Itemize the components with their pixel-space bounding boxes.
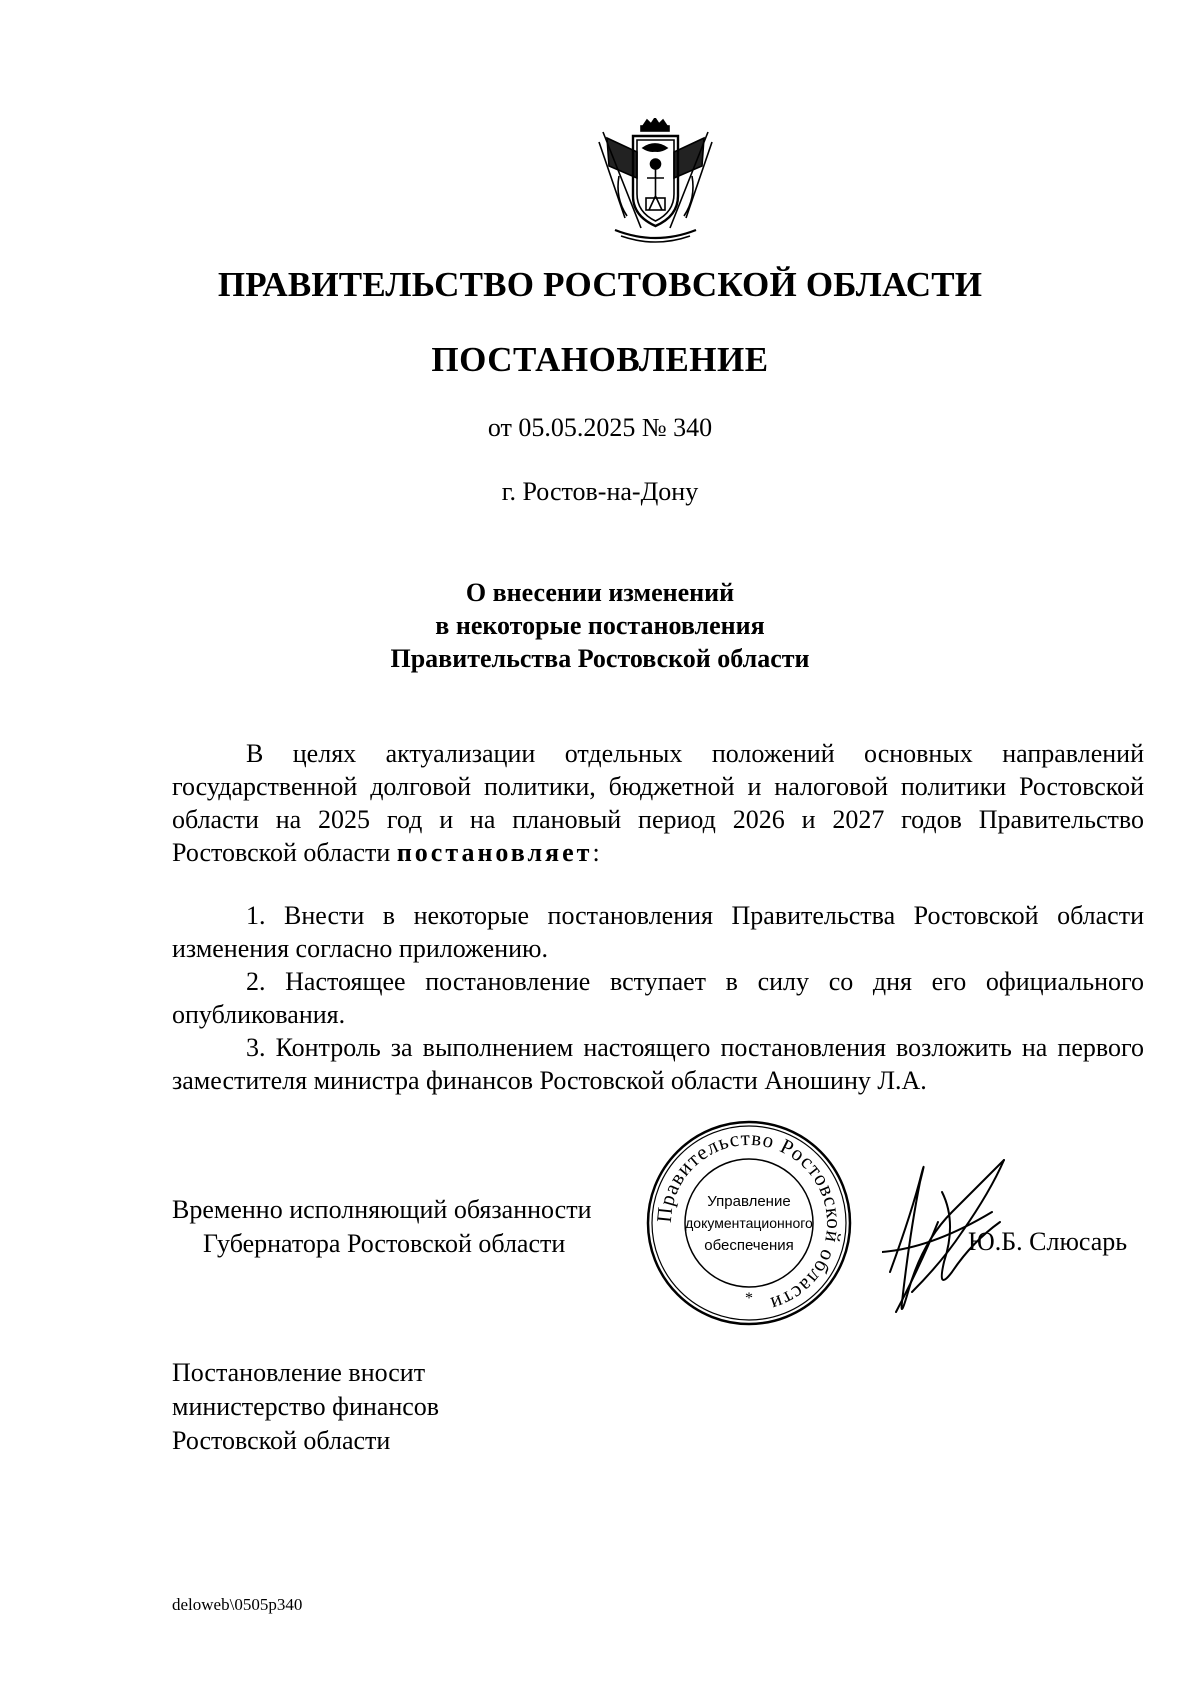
decree-item: 2. Настоящее постановление вступает в силу со дня его официального опубликования. bbox=[172, 967, 1144, 1029]
preamble-tail: : bbox=[592, 838, 600, 867]
official-stamp bbox=[644, 1118, 854, 1328]
stamp-center-line: документационного bbox=[685, 1215, 813, 1231]
svg-text:*: * bbox=[745, 1290, 753, 1307]
subject-line: Правительства Ростовской области bbox=[390, 644, 810, 673]
submitter-line: Ростовской области bbox=[172, 1426, 391, 1455]
signatory-position bbox=[172, 1193, 592, 1261]
document-type: ПОСТАНОВЛЕНИЕ bbox=[431, 340, 769, 379]
signatory-position-line: Временно исполняющий обязанности bbox=[172, 1195, 592, 1224]
stamp-center-line: Управление bbox=[707, 1193, 791, 1210]
preamble-text: В целях актуализации отдельных положений основных направлений государственной долговой политики, бюджетной и налоговой политики Ростовской области на 2025 год и на плановый период 2026 и 2027 годов Правительство Ростовской области bbox=[172, 739, 1144, 867]
document-city: г. Ростов-на-Дону bbox=[501, 477, 699, 506]
document-date-number: от 05.05.2025 № 340 bbox=[487, 413, 713, 442]
decree-item: 3. Контроль за выполнением настоящего постановления возложить на первого заместителя министра финансов Ростовской области Аношину Л.А. bbox=[172, 1033, 1144, 1095]
decree-items bbox=[172, 899, 1144, 1097]
decree-item: 1. Внести в некоторые постановления Правительства Ростовской области изменения согласно приложению. bbox=[172, 901, 1144, 963]
government-title: ПРАВИТЕЛЬСТВО РОСТОВСКОЙ ОБЛАСТИ bbox=[217, 265, 983, 304]
stamp-center-line: обеспечения bbox=[704, 1237, 794, 1254]
stamp-ring-text: Правительство Ростовской области bbox=[651, 1125, 847, 1317]
submitter-block bbox=[172, 1356, 439, 1458]
document-subject bbox=[0, 576, 1200, 675]
coat-of-arms-emblem bbox=[597, 118, 714, 248]
submitter-line: министерство финансов bbox=[172, 1392, 440, 1421]
file-reference: deloweb\0505p340 bbox=[172, 1595, 303, 1614]
subject-line: в некоторые постановления bbox=[435, 611, 765, 640]
preamble-decree-word: постановляет bbox=[396, 838, 593, 867]
submitter-line: Постановление вносит bbox=[172, 1358, 426, 1387]
signatory-position-line: Губернатора Ростовской области bbox=[203, 1229, 566, 1258]
signatory-name: Ю.Б. Слюсарь bbox=[968, 1227, 1128, 1256]
preamble-paragraph bbox=[172, 737, 1144, 869]
subject-line: О внесении изменений bbox=[465, 578, 735, 607]
